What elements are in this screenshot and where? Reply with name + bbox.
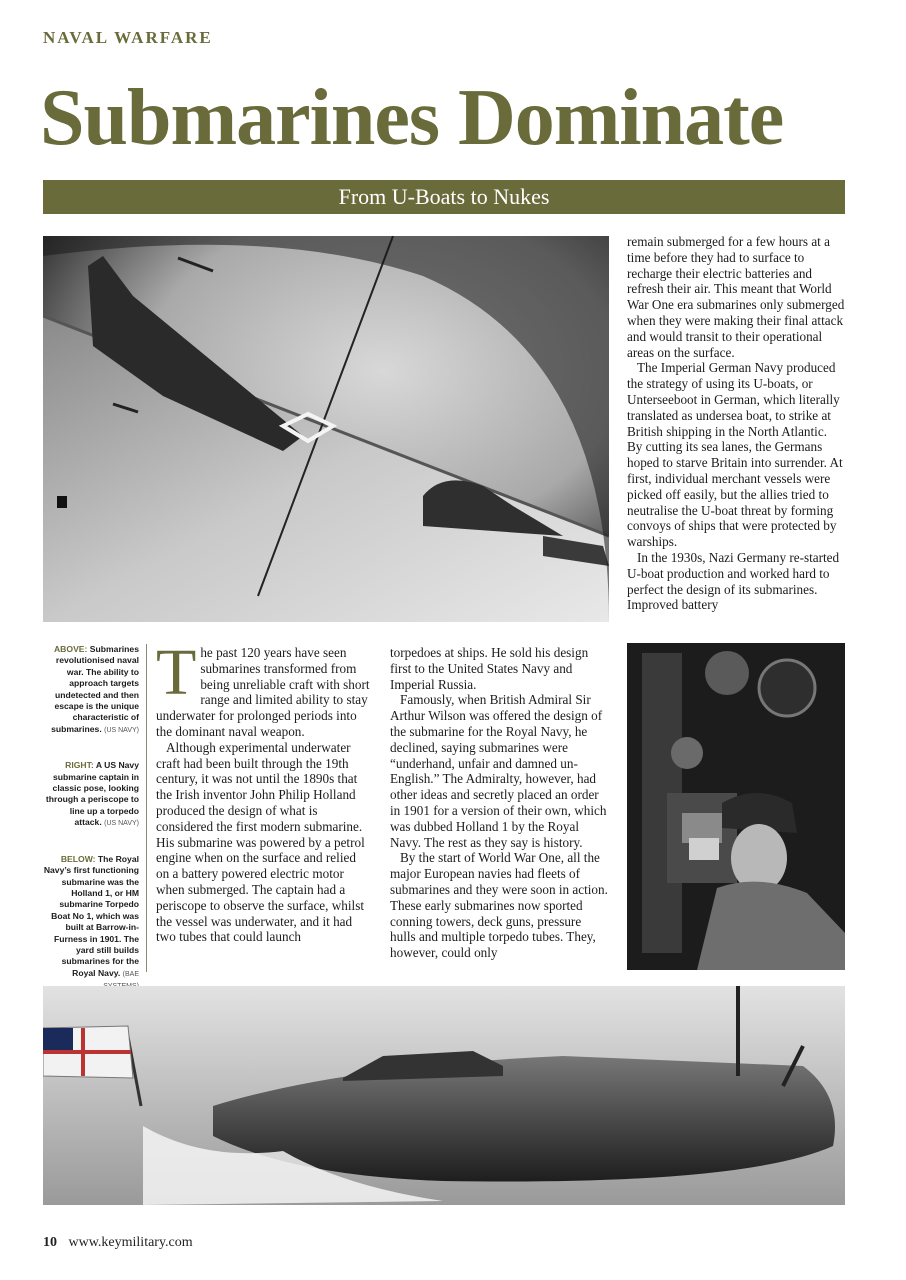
drop-cap: T — [156, 636, 197, 709]
caption-credit: (US NAVY) — [104, 726, 139, 734]
col1-para-1 — [156, 636, 372, 740]
caption-lead: ABOVE: — [53, 644, 88, 654]
section-label: NAVAL WARFARE — [43, 28, 213, 47]
caption-text: The Royal Navy’s first functioning submarine was the Holland 1, or HM submarine Torpedo Boat No 1, which was built at Barrow-in-Furness in 1901. The yard still builds submarines for the Royal Navy. — [43, 853, 139, 978]
photo-captions — [43, 644, 139, 1017]
caption-credit: (US NAVY) — [104, 820, 139, 828]
col2-para-1: torpedoes at ships. He sold his design first to the United States Navy and Imperial Russia. — [390, 645, 589, 692]
periscope-view-image — [43, 236, 609, 622]
col3-para-2: The Imperial German Navy produced the strategy of using its U-boats, or Unterseeboot in German, which literally translated as undersea boat, to strike at British shipping in the North Atlantic. By cutting its sea lanes, the Germans hoped to starve Britain into surrender. At first, individual merchant vessels were picked off easily, but the allies tried to neutralise the U-boat threat by forming convoys of ships that were protected by warships. — [627, 360, 843, 550]
col2-para-2: Famously, when British Admiral Sir Arthur Wilson was offered the design of the submarine for the Royal Navy, he declined, saying submarines were “underhand, unfair and damned un-English.” The Admiralty, however, had other ideas and secretly placed an order in 1901 for a version of their own, which was dubbed Holland 1 by the Royal Navy. The rest as they say is history. — [390, 692, 607, 850]
caption-text: Submarines revolutionised naval war. The ability to approach targets undetected and then escape is the unique characteristic of submarines. — [51, 644, 139, 734]
article-column-3 — [627, 234, 845, 613]
page-number: 10 — [43, 1235, 57, 1250]
caption-lead: RIGHT: — [65, 760, 94, 771]
col3-para-3: In the 1930s, Nazi Germany re-started U-boat production and worked hard to perfect the design of its submarines. Improved battery — [627, 549, 840, 613]
caption-text: A US Navy submarine captain in classic pose, looking through a periscope to line up a torpedo attack. — [45, 760, 139, 828]
col2-para-3: By the start of World War One, all the major European navies had fleets of submarines and they were soon in action. These early submarines now sported conning towers, deck guns, pressure hulls and multiple torpedo tubes. They, however, could only — [390, 850, 608, 961]
captain-periscope-image — [627, 643, 845, 970]
holland-1-photo — [43, 986, 845, 1205]
caption-credit: (BAE — [122, 970, 139, 978]
col3-para-1: remain submerged for a few hours at a time before they had to surface to recharge their electric batteries and refresh their air. This meant that World War One era submarines only submerged when they were making their final attack and would transit to their operational areas on the surface. — [627, 234, 845, 360]
caption-divider — [146, 644, 147, 972]
article-column-1 — [156, 636, 372, 945]
col1-para-2: Although experimental underwater craft had been built through the 19th century, it was not until the 1890s that the Irish inventor John Philip Holland produced the design of what is considered the first modern submarine. His submarine was powered by a petrol engine when on the surface and relied on a battery powered electric motor when submerged. The captain had a periscope to observe the surface, whilst the vessel was underwater, and it had two tubes that could launch — [156, 739, 365, 945]
col1-para-1-text: he past 120 years have seen submarines transformed from being unreliable craft with short range and limited ability to stay underwater for prolonged periods into the dominant naval weapon. — [156, 645, 370, 739]
page-title: Submarines Dominate — [40, 74, 784, 162]
caption-above — [43, 644, 139, 736]
subheadline: From U-Boats to Nukes — [338, 184, 550, 209]
captain-periscope-photo — [627, 643, 845, 970]
caption-right — [43, 760, 139, 829]
footer-website: www.keymilitary.com — [68, 1235, 193, 1250]
subheadline-bar — [43, 180, 845, 214]
periscope-view-photo — [43, 236, 609, 622]
holland-1-image — [43, 986, 845, 1205]
caption-lead: BELOW: — [60, 853, 96, 864]
caption-below — [43, 854, 139, 993]
article-column-2 — [390, 645, 610, 961]
page-footer — [43, 1235, 193, 1251]
